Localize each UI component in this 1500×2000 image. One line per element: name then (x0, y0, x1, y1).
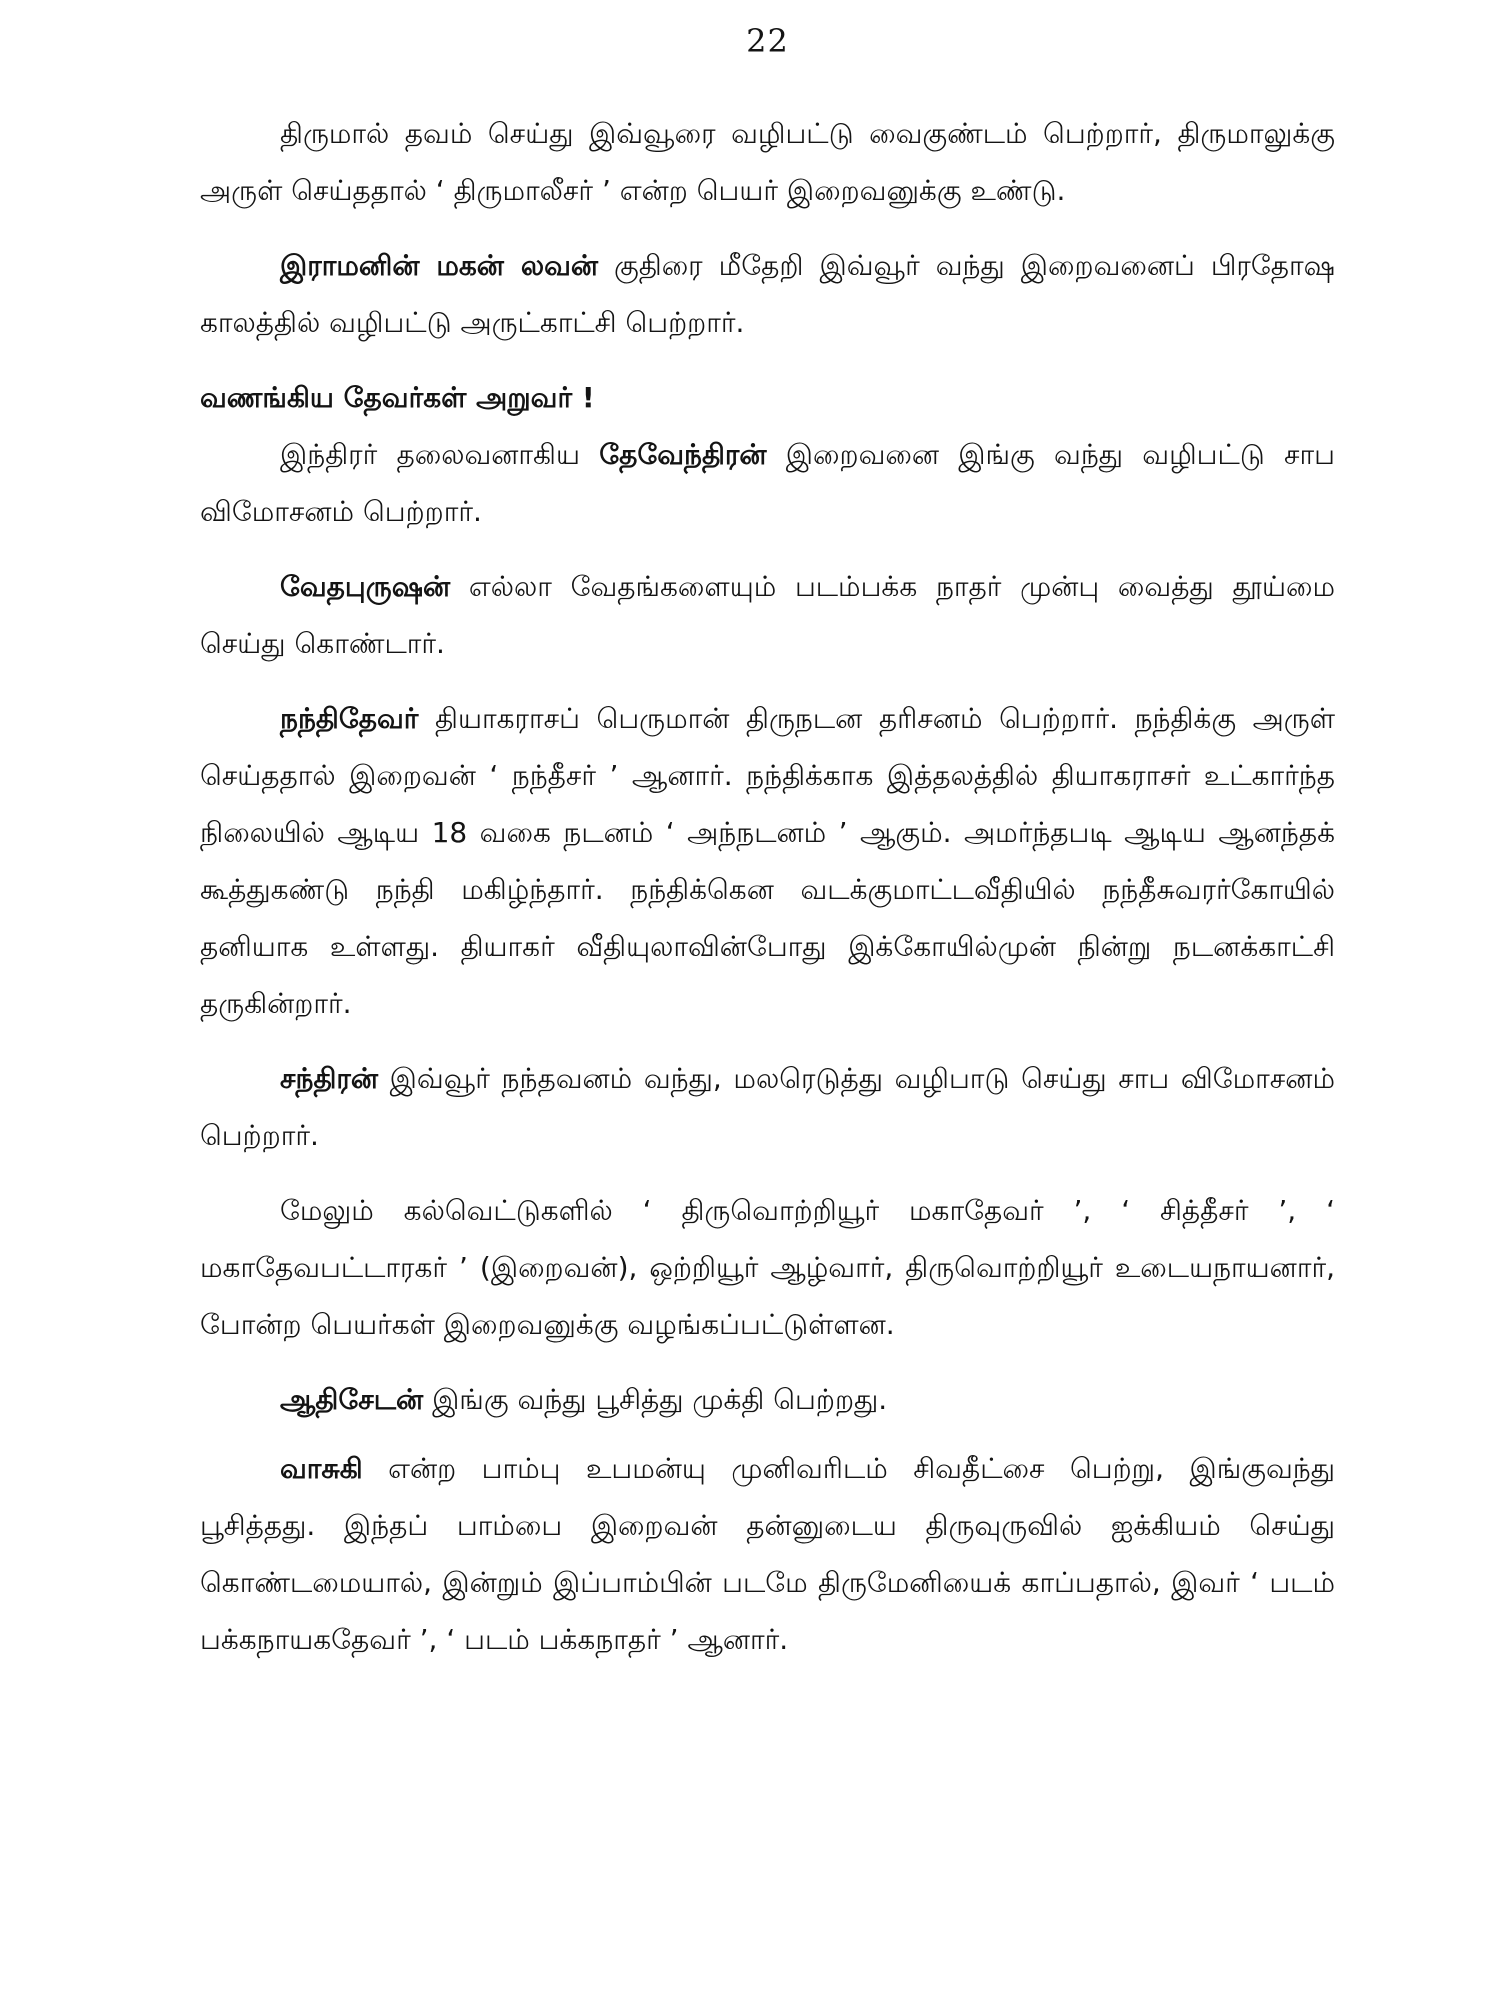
paragraph-lavan (200, 237, 1335, 351)
paragraph-vasuki (200, 1440, 1335, 1668)
paragraph-text: மேலும் கல்வெட்டுகளில் ‘ திருவொற்றியூர் மகாதேவர் ’, ‘ சித்தீசர் ’, ‘ மகாதேவபட்டாரகர் ’ (இறைவன்), ஒற்றியூர் ஆழ்வார், திருவொற்றியூர் உடையநாயனார், போன்ற பெயர்கள் இறைவனுக்கு வழங்கப்பட்டுள்ளன. (200, 1194, 1335, 1341)
paragraph-lead: நந்திதேவர் (280, 702, 419, 735)
paragraph-text: இறைவனை இங்கு வந்து வழிபட்டு சாப விமோசனம் பெற்றார். (200, 438, 1335, 528)
paragraph-lead: சந்திரன் (280, 1062, 379, 1095)
paragraph-text: இவ்வூர் நந்தவனம் வந்து, மலரெடுத்து வழிபாடு செய்து சாப விமோசனம் பெற்றார். (200, 1062, 1335, 1152)
paragraph-text: குதிரை மீதேறி இவ்வூர் வந்து இறைவனைப் பிரதோஷ காலத்தில் வழிபட்டு அருட்காட்சி பெற்றார். (200, 249, 1335, 339)
paragraph-vedapurushan (200, 558, 1335, 672)
paragraph-lead: வேதபுருஷன் (280, 570, 451, 603)
paragraph-lead: ஆதிசேடன் (280, 1383, 424, 1416)
document-page (200, 0, 1335, 2000)
paragraph-lead: வாசுகி (280, 1452, 363, 1485)
paragraph-adhisedan (200, 1371, 1335, 1428)
section-heading: வணங்கிய தேவர்கள் அறுவர் ! (200, 381, 595, 414)
paragraph-text: இங்கு வந்து பூசித்து முக்தி பெற்றது. (423, 1383, 888, 1416)
paragraph-text: என்ற பாம்பு உபமன்யு முனிவரிடம் சிவதீட்சை பெற்று, இங்குவந்து பூசித்தது. இந்தப் பாம்பை இறைவன் தன்னுடைய திருவுருவில் ஐக்கியம் செய்து கொண்டமையால், இன்றும் இப்பாம்பின் படமே திருமேனியைக் காப்பதால், இவர் ‘ படம் பக்கநாயகதேவர் ’, ‘ படம் பக்கநாதர் ’ ஆனார். (200, 1452, 1335, 1656)
paragraph-pre: இந்திரர் தலைவனாகிய (280, 438, 600, 471)
paragraph-chandiran (200, 1050, 1335, 1164)
paragraph-lead: தேவேந்திரன் (599, 438, 767, 471)
page-number: 22 (746, 22, 789, 60)
paragraph-text: எல்லா வேதங்களையும் படம்பக்க நாதர் முன்பு வைத்து தூய்மை செய்து கொண்டார். (200, 570, 1335, 660)
paragraph-text: திருமால் தவம் செய்து இவ்வூரை வழிபட்டு வைகுண்டம் பெற்றார், திருமாலுக்கு அருள் செய்ததால் ‘ திருமாலீசர் ’ என்ற பெயர் இறைவனுக்கு உண்டு. (200, 117, 1335, 207)
paragraph-thirumal (200, 105, 1335, 219)
paragraph-devendran (200, 426, 1335, 540)
paragraph-lead: இராமனின் மகன் லவன் (280, 249, 599, 282)
paragraph-text: தியாகராசப் பெருமான் திருநடன தரிசனம் பெற்றார். நந்திக்கு அருள் செய்ததால் இறைவன் ‘ நந்தீசர் ’ ஆனார். நந்திக்காக இத்தலத்தில் தியாகராசர் உட்கார்ந்த நிலையில் ஆடிய 18 வகை நடனம் ‘ அந்நடனம் ’ ஆகும். அமர்ந்தபடி ஆடிய ஆனந்தக் கூத்துகண்டு நந்தி மகிழ்ந்தார். நந்திக்கென வடக்குமாட்டவீதியில் நந்தீசுவரர்கோயில் தனியாக உள்ளது. தியாகர் வீதியுலாவின்போது இக்கோயில்முன் நின்று நடனக்காட்சி தருகின்றார். (200, 702, 1335, 1020)
paragraph-nandhidevar (200, 690, 1335, 1032)
paragraph-inscriptions (200, 1182, 1335, 1353)
body-text (200, 105, 1335, 1686)
